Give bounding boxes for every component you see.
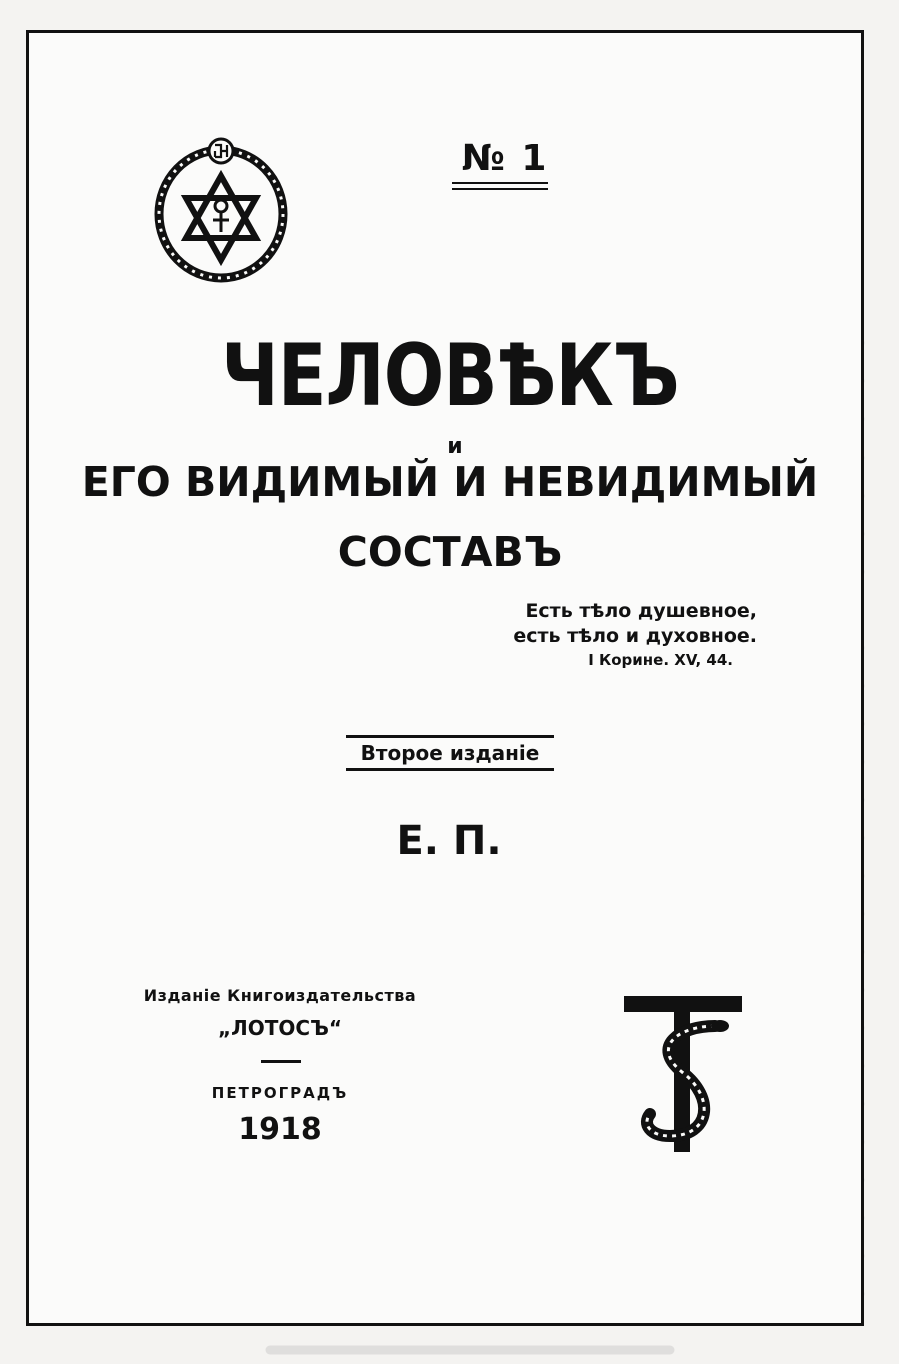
- book-title: ЧЕЛОВѢКЪ: [221, 326, 679, 426]
- publication-year: 1918: [238, 1112, 322, 1147]
- epigraph-line-2: есть тѣло и духовное.: [513, 625, 757, 647]
- press-name: „ЛОТОСЪ“: [217, 1016, 342, 1040]
- tau-serpent-icon: [620, 986, 746, 1156]
- press-divider: [261, 1060, 301, 1063]
- number-underline: [452, 188, 548, 190]
- issue-number: № 1: [461, 138, 549, 179]
- publisher-line: Изданіе Книгоиздательства: [143, 986, 417, 1005]
- epigraph-line-1: Есть тѣло душевное,: [525, 600, 757, 622]
- title-conjunction: и: [447, 434, 463, 459]
- theosophical-seal-icon: [150, 134, 292, 284]
- epigraph-source: I Корине. XV, 44.: [588, 651, 733, 669]
- edition-label: Второе изданіе: [346, 735, 554, 771]
- publication-city: ПЕТРОГРАДЪ: [211, 1084, 349, 1102]
- book-subtitle-line-2: СОСТАВЪ: [337, 528, 563, 576]
- book-subtitle-line-1: ЕГО ВИДИМЫЙ И НЕВИДИМЫЙ: [81, 458, 819, 506]
- number-underline: [452, 182, 548, 184]
- author-initials: Е. П.: [396, 818, 502, 864]
